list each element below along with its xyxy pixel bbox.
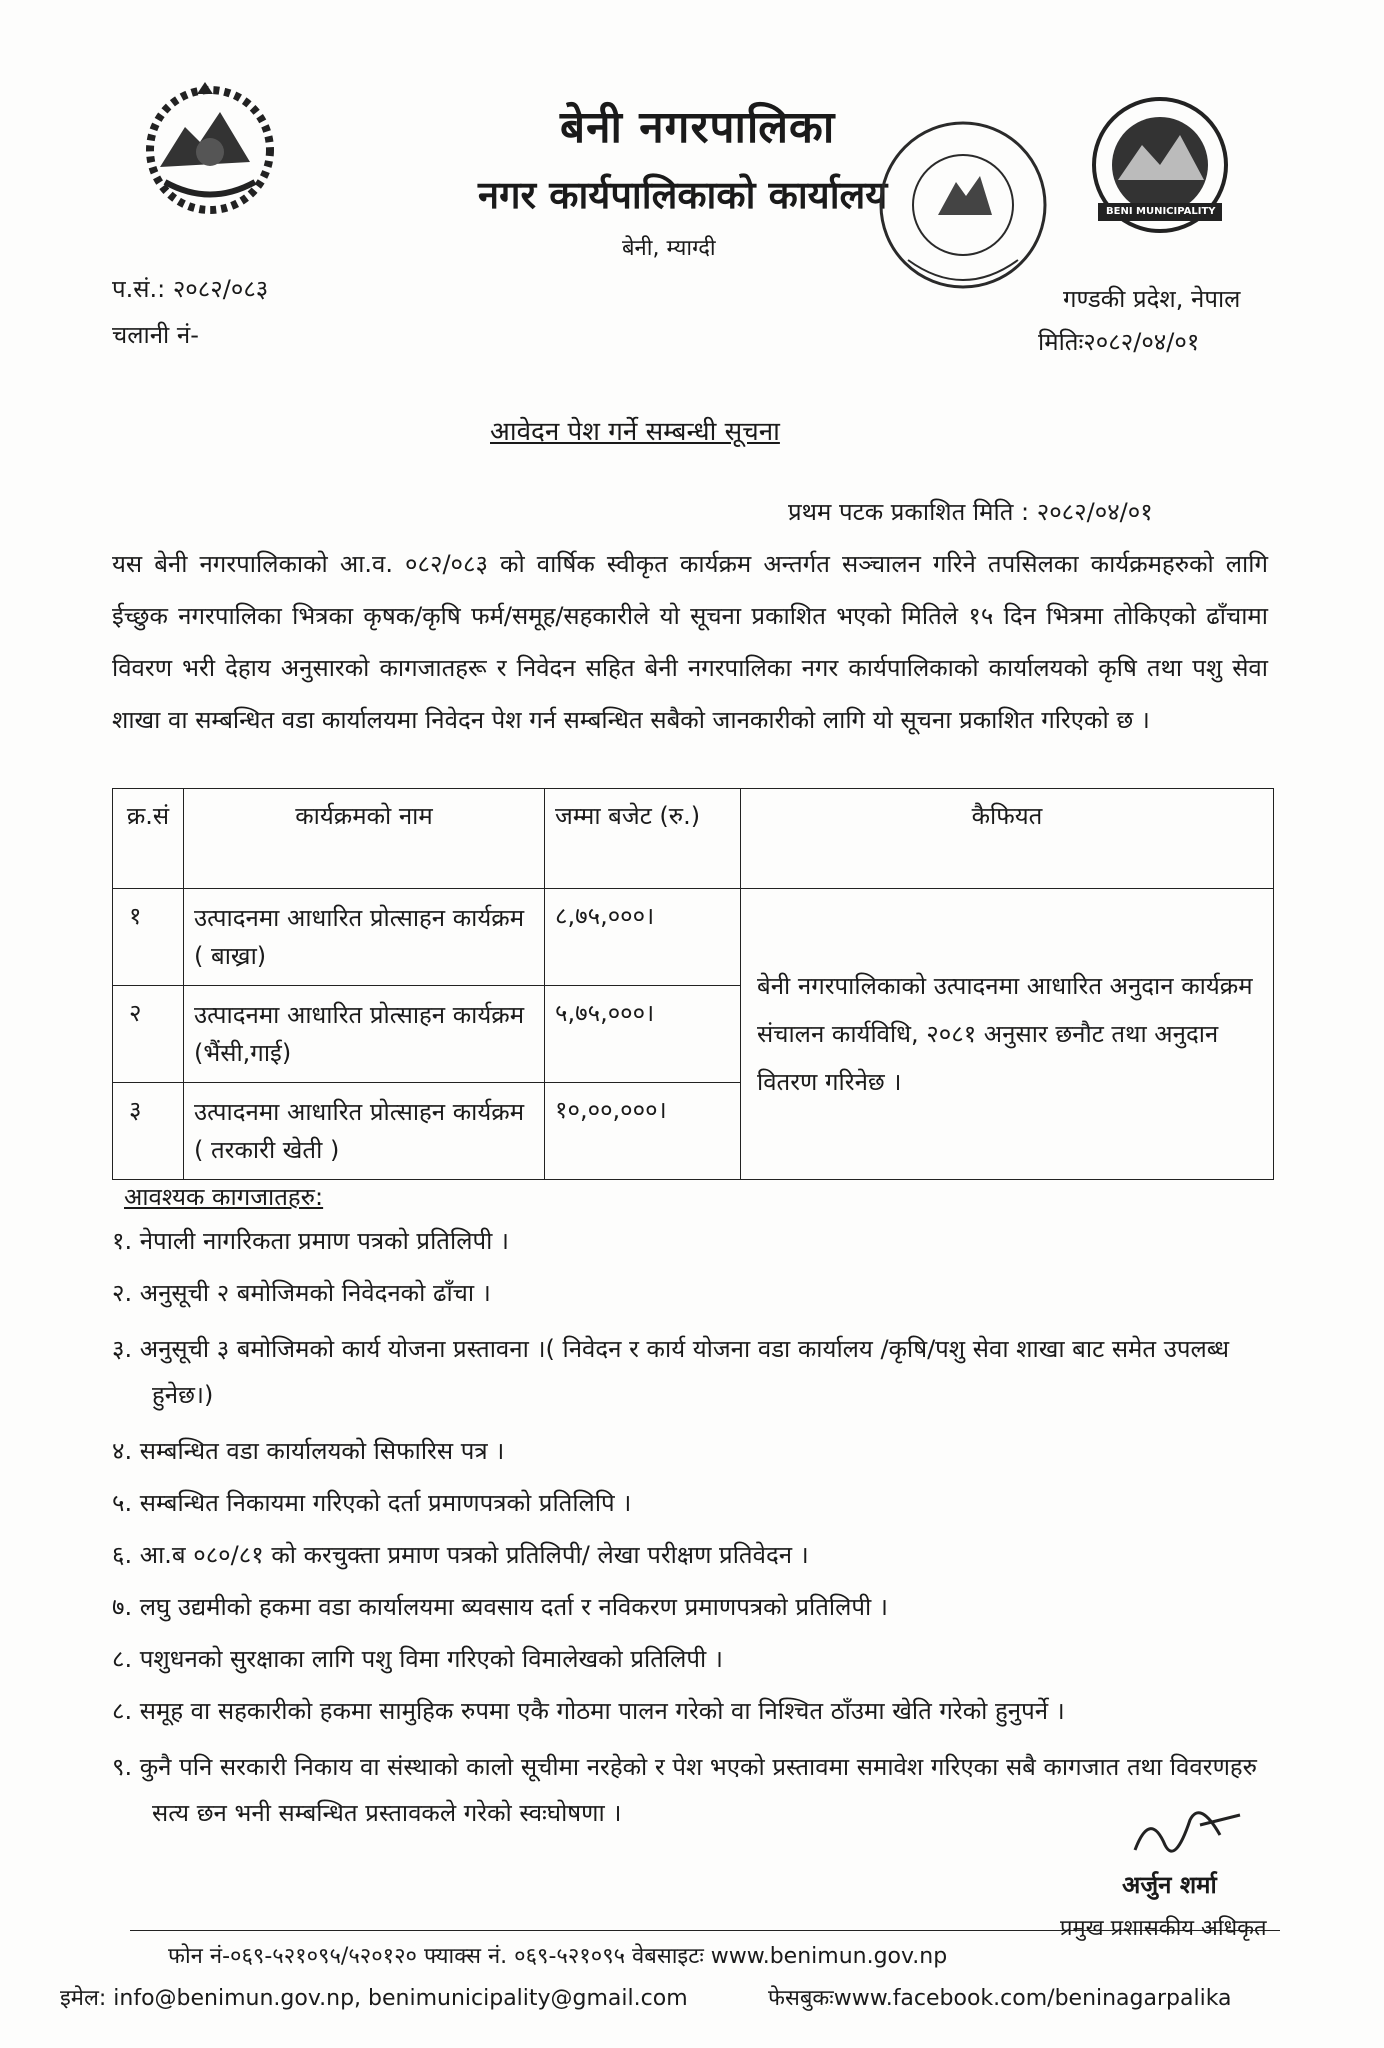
header-serial: क्र.सं <box>113 789 184 889</box>
row-budget: १०,००,०००। <box>545 1083 741 1180</box>
row-program-name: उत्पादनमा आधारित प्रोत्साहन कार्यक्रम (भैंसी,गाई) <box>184 986 545 1083</box>
row-serial: २ <box>113 986 184 1083</box>
footer-divider <box>130 1930 1280 1931</box>
row-budget: ८,७५,०००। <box>545 889 741 986</box>
row-remarks: बेनी नगरपालिकाको उत्पादनमा आधारित अनुदान कार्यक्रम संचालन कार्यविधि, २०८१ अनुसार छनौट तथा अनुदान वितरण गरिनेछ । <box>741 889 1274 1180</box>
government-emblem-icon <box>125 72 295 222</box>
list-item: १. नेपाली नागरिकता प्रमाण पत्रको प्रतिलिपी । <box>112 1227 510 1255</box>
province-label: गण्डकी प्रदेश, नेपाल <box>1063 285 1241 313</box>
list-item: ८. पशुधनको सुरक्षाका लागि पशु विमा गरिएको विमालेखको प्रतिलिपी । <box>112 1645 723 1673</box>
signatory-name: अर्जुन शर्मा <box>1122 1871 1217 1899</box>
footer-email: इमेल: info@benimun.gov.np, benimunicipality@gmail.com <box>60 1986 688 2011</box>
header-budget: जम्मा बजेट (रु.) <box>545 789 741 889</box>
office-stamp-icon <box>868 110 1058 300</box>
office-location: बेनी, म्याग्दी <box>622 236 716 261</box>
first-published-date: प्रथम पटक प्रकाशित मिति : २०८२/०४/०१ <box>788 498 1153 526</box>
documents-list <box>112 1222 1272 1836</box>
row-serial: ३ <box>113 1083 184 1180</box>
documents-title: आवश्यक कागजातहरु: <box>124 1183 324 1211</box>
table-row <box>113 889 1274 986</box>
list-item: ५. सम्बन्धित निकायमा गरिएको दर्ता प्रमाणपत्रको प्रतिलिपि । <box>112 1489 632 1517</box>
organization-name: बेनी नगरपालिका <box>560 102 836 153</box>
notice-body: यस बेनी नगरपालिकाको आ.व. ०८२/०८३ को वार्षिक स्वीकृत कार्यक्रम अन्तर्गत सञ्चालन गरिने तपसिलका कार्यक्रमहरुको लागि ईच्छुक नगरपालिका भित्रका कृषक/कृषि फर्म/समूह/सहकारीले यो सूचना प्रकाशित भएको मितिले १५ दिन भित्रमा तोकिएको ढाँचामा विवरण भरी देहाय अनुसारको कागजातहरू र निवेदन सहित बेनी नगरपालिका नगर कार्यपालिकाको कार्यालयको कृषि तथा पशु सेवा शाखा वा सम्बन्धित वडा कार्यालयमा निवेदन पेश गर्न सम्बन्धित सबैको जानकारीको लागि यो सूचना प्रकाशित गरिएको छ । <box>112 550 1268 734</box>
row-program-name: उत्पादनमा आधारित प्रोत्साहन कार्यक्रम ( बाख्रा) <box>184 889 545 986</box>
list-item: ७. लघु उद्यमीको हकमा वडा कार्यालयमा ब्यवसाय दर्ता र नविकरण प्रमाणपत्रको प्रतिलिपी । <box>112 1593 888 1621</box>
list-item: ९. कुनै पनि सरकारी निकाय वा संस्थाको कालो सूचीमा नरहेको र पेश भएको प्रस्तावमा समावेश गरिएका सबै कागजात तथा विवरणहरु सत्य छन भनी सम्बन्धित प्रस्तावकले गरेको स्वःघोषणा । <box>112 1753 1258 1827</box>
row-serial: १ <box>113 889 184 986</box>
row-program-name: उत्पादनमा आधारित प्रोत्साहन कार्यक्रम ( तरकारी खेती ) <box>184 1083 545 1180</box>
issue-date: मितिः२०८२/०४/०१ <box>1038 328 1200 356</box>
notice-title: आवेदन पेश गर्ने सम्बन्धी सूचना <box>490 417 780 447</box>
programs-table <box>112 788 1274 1180</box>
list-item: २. अनुसूची २ बमोजिमको निवेदनको ढाँचा । <box>112 1279 491 1307</box>
list-item: ८. समूह वा सहकारीको हकमा सामुहिक रुपमा एकै गोठमा पालन गरेको वा निश्चित ठाँउमा खेति गरेको हुनुपर्ने । <box>112 1697 1065 1725</box>
header-remarks: कैफियत <box>741 789 1274 889</box>
office-name: नगर कार्यपालिकाको कार्यालय <box>478 173 888 217</box>
signatory-designation: प्रमुख प्रशासकीय अधिकृत <box>1060 1916 1267 1941</box>
footer-facebook: फेसबुकःwww.facebook.com/beninagarpalika <box>768 1986 1232 2011</box>
list-item: ४. सम्बन्धित वडा कार्यालयको सिफारिस पत्र । <box>112 1437 505 1465</box>
signature-mark-icon <box>1130 1790 1270 1874</box>
header-program-name: कार्यक्रमको नाम <box>184 789 545 889</box>
footer-contact: फोन नं-०६९-५२१०९५/५२०१२० फ्याक्स नं. ०६९-५२१०९५ वेबसाइटः www.benimun.gov.np <box>168 1944 948 1969</box>
row-budget: ५,७५,०००। <box>545 986 741 1083</box>
municipality-logo-text: BENI MUNICIPALITY <box>1106 206 1216 217</box>
list-item: ६. आ.ब ०८०/८१ को करचुक्ता प्रमाण पत्रको प्रतिलिपी/ लेखा परीक्षण प्रतिवेदन । <box>112 1541 809 1569</box>
reference-number: प.सं.: २०८२/०८३ <box>112 275 269 303</box>
list-item: ३. अनुसूची ३ बमोजिमको कार्य योजना प्रस्तावना ।( निवेदन र कार्य योजना वडा कार्यालय /कृषि/पशु सेवा शाखा बाट समेत उपलब्ध हुनेछ।) <box>112 1335 1230 1409</box>
dispatch-number: चलानी नं- <box>112 321 199 349</box>
table-header-row <box>113 789 1274 889</box>
